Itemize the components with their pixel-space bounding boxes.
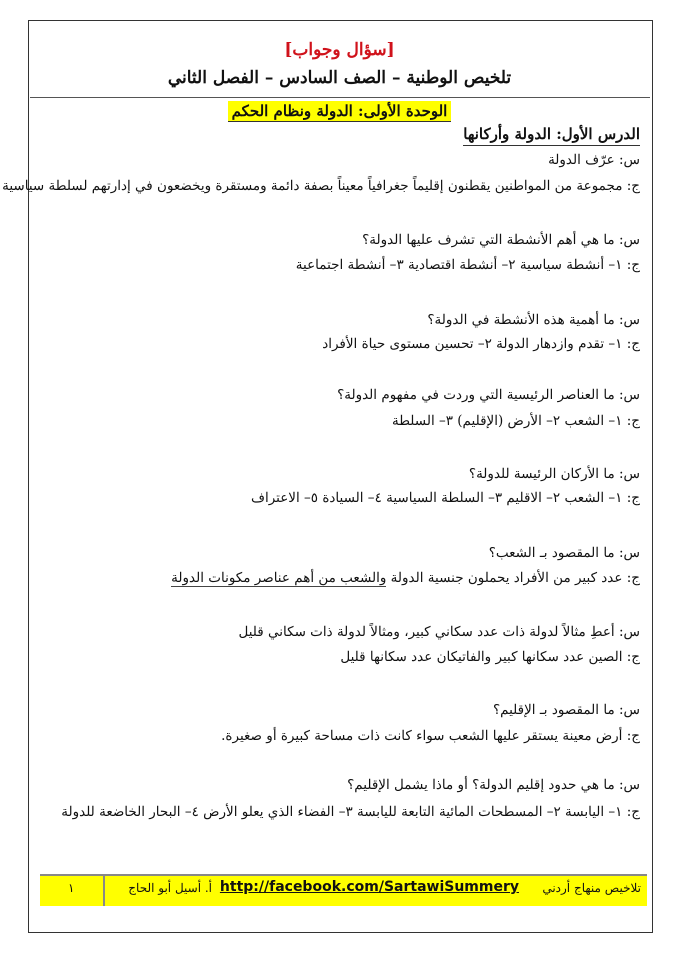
question-6: س: ما المقصود بـ الشعب؟ bbox=[488, 545, 640, 561]
question-3: س: ما أهمية هذه الأنشطة في الدولة؟ bbox=[427, 312, 640, 328]
answer-5: ج: ١– الشعب ٢– الاقليم ٣– السلطة السياسية ٤– السيادة ٥– الاعتراف bbox=[250, 490, 640, 506]
answer-4: ج: ١– الشعب ٢– الأرض (الإقليم) ٣– السلطة bbox=[392, 413, 640, 429]
question-9: س: ما هي حدود إقليم الدولة؟ أو ماذا يشمل الإقليم؟ bbox=[347, 777, 640, 793]
question-2: س: ما هي أهم الأنشطة التي تشرف عليها الدولة؟ bbox=[362, 232, 640, 248]
answer-6-text: ج: عدد كبير من الأفراد يحملون جنسية الدولة bbox=[386, 570, 640, 586]
doc-subtitle: تلخيص الوطنية – الصف السادس – الفصل الثاني bbox=[167, 68, 512, 88]
footer-series-label: تلاخيص منهاج أردني bbox=[542, 881, 641, 895]
answer-6-underlined: والشعب من أهم عناصر مكونات الدولة bbox=[171, 570, 387, 586]
lesson-heading: الدرس الأول: الدولة وأركانها bbox=[463, 124, 640, 146]
header-rule bbox=[30, 97, 650, 98]
footer-author: أ. أسيل أبو الحاج bbox=[128, 881, 212, 895]
question-5: س: ما الأركان الرئيسة للدولة؟ bbox=[468, 466, 640, 482]
unit-heading-text: الوحدة الأولى: الدولة ونظام الحكم bbox=[228, 101, 452, 122]
page-number: ١ bbox=[68, 881, 75, 895]
doc-title: [سؤال وجواب] bbox=[284, 40, 395, 60]
question-1: س: عرّف الدولة bbox=[548, 152, 640, 168]
answer-7: ج: الصين عدد سكانها كبير والفاتيكان عدد سكانها قليل bbox=[340, 649, 640, 665]
answer-2: ج: ١– أنشطة سياسية ٢– أنشطة اقتصادية ٣– أنشطة اجتماعية bbox=[295, 257, 640, 273]
answer-8: ج: أرض معينة يستقر عليها الشعب سواء كانت ذات مساحة كبيرة أو صغيرة. bbox=[221, 728, 640, 744]
question-8: س: ما المقصود بـ الإقليم؟ bbox=[492, 702, 640, 718]
unit-heading bbox=[0, 101, 679, 120]
answer-6 bbox=[171, 568, 640, 588]
footer-divider bbox=[103, 876, 105, 906]
answer-9: ج: ١– اليابسة ٢– المسطحات المائية التابعة لليابسة ٣– الفضاء الذي يعلو الأرض ٤– البحار الخاضعة للدولة bbox=[61, 804, 640, 820]
answer-1: ج: مجموعة من المواطنين يقطنون إقليماً جغرافياً معيناً بصفة دائمة ومستقرة ويخضعون في إدارتهم لسلطة سياسية bbox=[2, 178, 640, 194]
footer-link[interactable]: http://facebook.com/SartawiSummery bbox=[219, 879, 519, 895]
question-7: س: أعطِ مثالاً لدولة ذات عدد سكاني كبير، ومثالاً لدولة ذات سكاني قليل bbox=[238, 624, 640, 640]
answer-3: ج: ١– تقدم وازدهار الدولة ٢– تحسين مستوى حياة الأفراد bbox=[322, 336, 640, 352]
question-4: س: ما العناصر الرئيسية التي وردت في مفهوم الدولة؟ bbox=[337, 387, 640, 403]
footer-bar bbox=[40, 874, 647, 906]
